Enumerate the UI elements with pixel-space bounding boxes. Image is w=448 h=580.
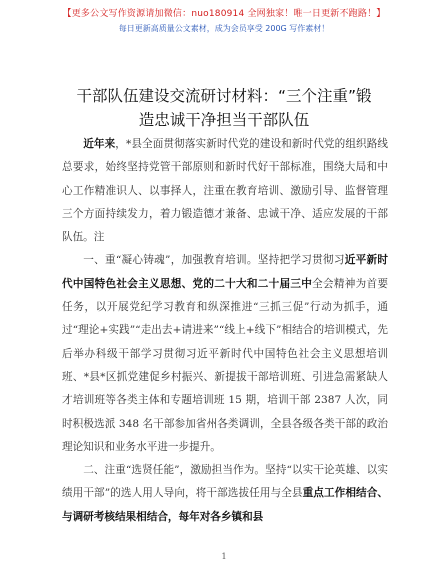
document-title-line2: 造忠诚干净担当干部队伍 bbox=[138, 111, 310, 129]
document-title-line1: 干部队伍建设交流研讨材料：“三个注重”锻 bbox=[76, 87, 372, 105]
paragraph-intro-text: ，*县全面贯彻落实新时代党的建设和新时代党的组织路线总要求，始终坚持党管干部原则和新时代好干部标准，围绕大局和中心工作精准识人、以事择人，注重在教育培训、激励引导、监督管理三个方面持续发力，着力锻造德才兼备、忠诚干净、适应发展的干部队伍。注 bbox=[62, 138, 389, 244]
paragraph-section-2-text-a: 二、注重“选贤任能”，激励担当作为。坚持“以实干论英雄、以实绩用干部”的选人用人导向，将干部选拔任用与全县 bbox=[62, 464, 388, 500]
promo-banner-line2: 每日更新高质量公文素材，成为会员享受 200G 写作素材！ bbox=[118, 24, 330, 33]
document-title bbox=[60, 84, 388, 132]
paragraph-intro-lead: 近年来 bbox=[83, 138, 116, 150]
promo-banner bbox=[0, 8, 448, 35]
paragraph-section-2 bbox=[62, 459, 388, 529]
promo-banner-line1: 【更多公文写作资源请加微信：nuo180914 全网独家！唯一日更新不跑路！】 bbox=[62, 9, 386, 19]
paragraph-section-1 bbox=[62, 249, 388, 459]
document-body bbox=[62, 133, 388, 529]
page-number: 1 bbox=[221, 552, 227, 561]
paragraph-section-1-text-b: 全会精神为首要任务，以开展党纪学习教育和纵深推进“三抓三促”行动为抓手，通过“理论+实践”“走出去+请进来”“线上+线下”相结合的培训模式，先后举办科级干部学习贯彻习近平新时代中国特色社会主义思想培训班、*县*区抓党建促乡村振兴、新提拔干部培训班、引进急需紧缺人才培训班等各类主体和专题培训班 15 期，培训干部 2387 人次，同时积极选派 348 名干部参加省州各类调训，全县各级各类干部的政治理论知识和业务水平进一步提升。 bbox=[62, 277, 389, 453]
paragraph-section-1-bold: 近平新时代中国特色社会主义思想、党的二十大和二十届三中 bbox=[62, 254, 388, 290]
paragraph-section-2-bold: 重点工作相结合、与调研考核结果相结合，每年对各乡镇和县 bbox=[62, 487, 389, 523]
paragraph-intro bbox=[62, 133, 388, 249]
paragraph-section-1-text-a: 一、重“凝心铸魂”，加强教育培训。坚持把学习贯彻习 bbox=[83, 254, 345, 267]
